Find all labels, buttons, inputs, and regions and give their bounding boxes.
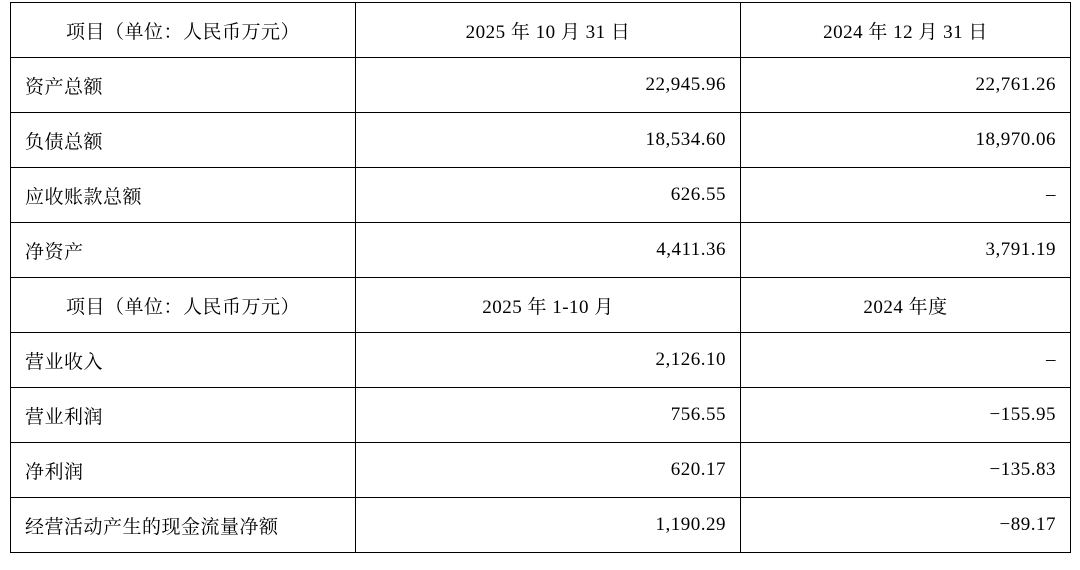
table-header-row-income-statement [11, 278, 1071, 333]
header-item-label: 项目（单位：人民币万元） [11, 3, 356, 58]
row-label-net-profit: 净利润 [11, 443, 356, 498]
row-value-operating-profit-prior: −155.95 [741, 388, 1071, 443]
row-value-net-assets-current: 4,411.36 [356, 223, 741, 278]
header-period-prior: 2024 年 12 月 31 日 [741, 3, 1071, 58]
row-value-accounts-receivable-current: 626.55 [356, 168, 741, 223]
row-value-net-profit-current: 620.17 [356, 443, 741, 498]
row-label-total-assets: 资产总额 [11, 58, 356, 113]
row-label-operating-profit: 营业利润 [11, 388, 356, 443]
row-value-operating-profit-current: 756.55 [356, 388, 741, 443]
row-value-total-liabilities-current: 18,534.60 [356, 113, 741, 168]
row-label-net-assets: 净资产 [11, 223, 356, 278]
row-value-operating-cash-flow-current: 1,190.29 [356, 498, 741, 553]
row-value-net-assets-prior: 3,791.19 [741, 223, 1071, 278]
table-row [11, 388, 1071, 443]
row-label-total-liabilities: 负债总额 [11, 113, 356, 168]
header-period-prior-2: 2024 年度 [741, 278, 1071, 333]
table-row [11, 333, 1071, 388]
header-period-current: 2025 年 10 月 31 日 [356, 3, 741, 58]
table-header-row-balance-sheet [11, 3, 1071, 58]
table-row [11, 168, 1071, 223]
row-value-operating-revenue-prior: – [741, 333, 1071, 388]
row-value-operating-cash-flow-prior: −89.17 [741, 498, 1071, 553]
row-value-total-liabilities-prior: 18,970.06 [741, 113, 1071, 168]
table-row [11, 223, 1071, 278]
financial-table-container [0, 2, 1080, 553]
header-period-current-2: 2025 年 1-10 月 [356, 278, 741, 333]
row-value-operating-revenue-current: 2,126.10 [356, 333, 741, 388]
row-value-total-assets-prior: 22,761.26 [741, 58, 1071, 113]
row-label-operating-cash-flow: 经营活动产生的现金流量净额 [11, 498, 356, 553]
row-value-total-assets-current: 22,945.96 [356, 58, 741, 113]
table-row [11, 58, 1071, 113]
table-row [11, 498, 1071, 553]
table-row [11, 443, 1071, 498]
financial-summary-table [10, 2, 1071, 553]
table-row [11, 113, 1071, 168]
row-value-accounts-receivable-prior: – [741, 168, 1071, 223]
row-value-net-profit-prior: −135.83 [741, 443, 1071, 498]
header-item-label-2: 项目（单位：人民币万元） [11, 278, 356, 333]
row-label-operating-revenue: 营业收入 [11, 333, 356, 388]
row-label-accounts-receivable: 应收账款总额 [11, 168, 356, 223]
